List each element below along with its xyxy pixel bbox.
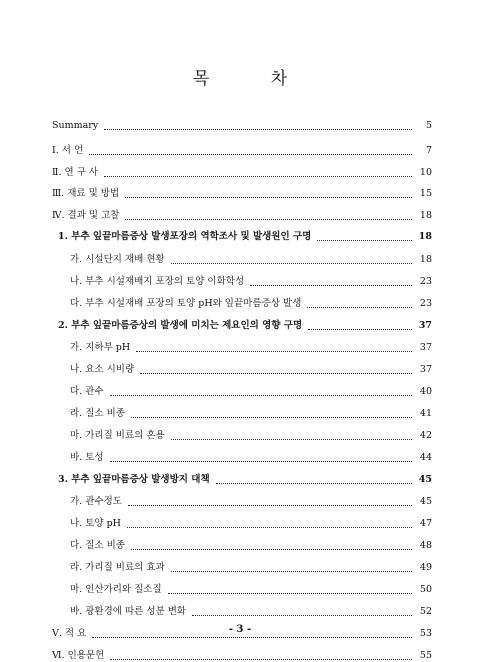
toc-entry-label: 바. 광환경에 따른 성분 변화 bbox=[70, 606, 187, 617]
toc-entry bbox=[70, 336, 432, 354]
dot-leader bbox=[92, 636, 412, 638]
toc-entry bbox=[58, 314, 432, 332]
toc-entry bbox=[70, 578, 432, 596]
toc-entry bbox=[70, 446, 432, 464]
dot-leader bbox=[250, 284, 412, 286]
dot-leader bbox=[171, 262, 412, 264]
dot-leader bbox=[308, 328, 412, 330]
toc-entry-page: 53 bbox=[419, 628, 432, 639]
dot-leader bbox=[131, 548, 412, 550]
toc-entry-label: 2. 부추 잎끝마름증상의 발생에 미치는 제요인의 영향 구명 bbox=[58, 320, 303, 331]
toc-entry-label: Ⅲ. 재료 및 방법 bbox=[52, 188, 120, 199]
toc-entry-label: Ⅰ. 서 언 bbox=[52, 145, 84, 156]
toc-entry bbox=[70, 402, 432, 420]
toc-entry-page: 37 bbox=[419, 364, 432, 375]
dot-leader bbox=[125, 196, 412, 198]
dot-leader bbox=[140, 372, 412, 374]
dot-leader bbox=[110, 394, 412, 396]
toc-entry-label: 3. 부추 잎끝마름증상 발생방지 대책 bbox=[58, 474, 210, 485]
toc-entry bbox=[70, 424, 432, 442]
toc-entry bbox=[52, 161, 432, 179]
toc-entry-page: 52 bbox=[419, 606, 432, 617]
toc-entry bbox=[58, 468, 432, 486]
toc-entry bbox=[70, 248, 432, 266]
toc-entry-label: 마. 가리질 비료의 혼용 bbox=[70, 430, 165, 441]
dot-leader bbox=[128, 504, 412, 506]
toc-entry-label: Ⅳ. 결과 및 고찰 bbox=[52, 210, 120, 221]
toc-entry-page: 50 bbox=[419, 584, 432, 595]
toc-entry-page: 47 bbox=[419, 518, 432, 529]
dot-leader bbox=[317, 239, 412, 241]
toc-entry bbox=[70, 556, 432, 574]
toc-entry-label: 라. 가리질 비료의 효과 bbox=[70, 562, 165, 573]
dot-leader bbox=[104, 128, 412, 130]
toc-entry bbox=[52, 139, 432, 157]
toc-entry-label: 나. 토양 pH bbox=[70, 518, 121, 529]
toc-entry bbox=[52, 204, 432, 222]
toc-entry-label: 가. 지하부 pH bbox=[70, 342, 131, 353]
dot-leader bbox=[131, 416, 412, 418]
toc-entry-page: 18 bbox=[419, 254, 432, 265]
dot-leader bbox=[171, 438, 412, 440]
toc-entry-label: 다. 질소 비종 bbox=[70, 540, 125, 551]
toc-entry-page: 18 bbox=[418, 231, 432, 242]
dot-leader bbox=[192, 614, 412, 616]
dot-leader bbox=[110, 460, 412, 462]
toc-entry-label: 마. 인산가리와 질소질 bbox=[70, 584, 162, 595]
toc-entry-page: 55 bbox=[419, 650, 432, 661]
toc-entry bbox=[70, 358, 432, 376]
toc-entry-page: 7 bbox=[425, 145, 432, 156]
toc-entry-label: 가. 시설단지 재배 현황 bbox=[70, 254, 165, 265]
toc-entry-label: Summary bbox=[52, 120, 99, 131]
dot-leader bbox=[104, 175, 412, 177]
toc-entry-label: 다. 부추 시설재배 포장의 토양 pH와 잎끝마름증상 발생 bbox=[70, 298, 302, 309]
toc-entry-page: 37 bbox=[418, 320, 432, 331]
toc-entry bbox=[70, 292, 432, 310]
toc-entry-page: 5 bbox=[425, 120, 432, 131]
toc-entry-page: 18 bbox=[419, 210, 432, 221]
toc-entry bbox=[70, 380, 432, 398]
toc-entry-label: 가. 관수정도 bbox=[70, 496, 122, 507]
dot-leader bbox=[307, 306, 412, 308]
toc-entry bbox=[70, 534, 432, 552]
toc-entry-label: 바. 토성 bbox=[70, 452, 104, 463]
toc-entry-label: 다. 관수 bbox=[70, 386, 104, 397]
dot-leader bbox=[171, 570, 412, 572]
toc-entry-label: Ⅵ. 인용문헌 bbox=[52, 650, 105, 661]
toc-entry-label: 1. 부추 잎끝마름증상 발생포장의 역학조사 및 발생원인 구명 bbox=[58, 231, 312, 242]
dot-leader bbox=[216, 482, 412, 484]
toc-entry bbox=[70, 512, 432, 530]
toc-entry-page: 48 bbox=[419, 540, 432, 551]
toc-entry-label: Ⅴ. 적 요 bbox=[52, 628, 87, 639]
dot-leader bbox=[127, 526, 412, 528]
toc-entry bbox=[52, 114, 432, 132]
toc-entry-page: 42 bbox=[419, 430, 432, 441]
toc-entry bbox=[70, 490, 432, 508]
dot-leader bbox=[89, 153, 412, 155]
dot-leader bbox=[125, 218, 412, 220]
page-number: - 3 - bbox=[228, 624, 252, 635]
toc-entry bbox=[70, 270, 432, 288]
toc-entry-label: 라. 질소 비종 bbox=[70, 408, 125, 419]
dot-leader bbox=[136, 350, 412, 352]
toc-entry bbox=[52, 182, 432, 200]
toc-entry-label: Ⅱ. 연 구 사 bbox=[52, 167, 99, 178]
page-title: 목 차 bbox=[192, 69, 316, 89]
toc-entry bbox=[70, 600, 432, 618]
toc-entry-page: 45 bbox=[418, 474, 432, 485]
toc-entry-page: 44 bbox=[419, 452, 432, 463]
dot-leader bbox=[168, 592, 412, 594]
toc-entry-page: 49 bbox=[419, 562, 432, 573]
toc-entry-label: 나. 요소 시비량 bbox=[70, 364, 135, 375]
toc-entry-page: 40 bbox=[419, 386, 432, 397]
toc-entry bbox=[52, 644, 432, 662]
toc-entry-page: 15 bbox=[419, 188, 432, 199]
toc-entry-page: 23 bbox=[419, 298, 432, 309]
toc-entry bbox=[58, 225, 432, 243]
toc-entry-page: 23 bbox=[419, 276, 432, 287]
dot-leader bbox=[110, 658, 412, 660]
toc-entry-page: 41 bbox=[419, 408, 432, 419]
toc-entry-page: 37 bbox=[419, 342, 432, 353]
toc-entry-page: 45 bbox=[419, 496, 432, 507]
toc-entry-label: 나. 부추 시설재배지 포장의 토양 이화학성 bbox=[70, 276, 245, 287]
toc-entry-page: 10 bbox=[419, 167, 432, 178]
